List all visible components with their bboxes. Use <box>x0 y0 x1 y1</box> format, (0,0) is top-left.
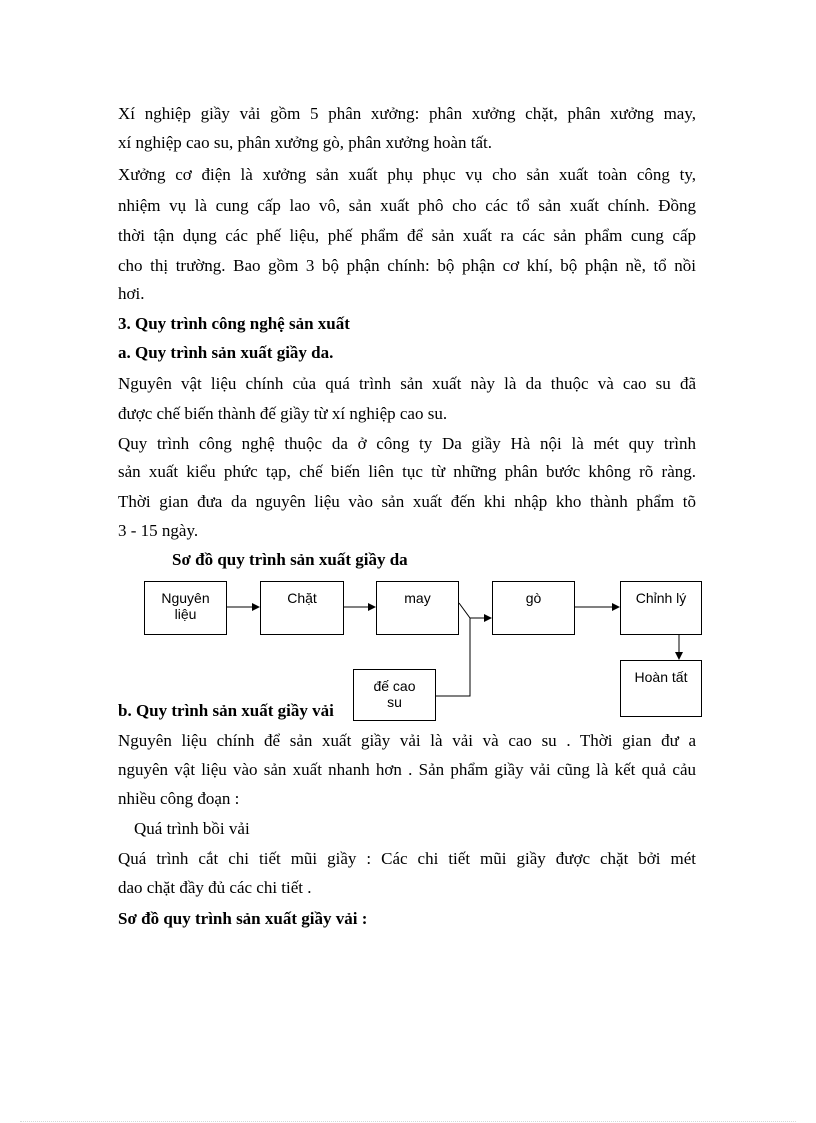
subsection-heading-b: b. Quy trình sản xuất giầy vải <box>118 701 334 720</box>
para5-line2: nguyên vật liệu vào sản xuất nhanh hơn . Sản phẩm giầy vải cũng là kết quả cảu <box>118 760 696 779</box>
node-chat <box>260 581 344 635</box>
node-nguyen-lieu-line2: liệu <box>174 606 197 622</box>
arrow-may-go <box>459 603 491 618</box>
node-de-cao-su <box>353 669 436 721</box>
node-may <box>376 581 459 635</box>
para2-line5: hơi. <box>118 284 145 303</box>
node-hoan-tat <box>620 660 702 717</box>
diagram2-title: Sơ đồ quy trình sản xuất giầy vải : <box>118 909 368 928</box>
para7-line2: dao chặt đầy đủ các chi tiết . <box>118 878 312 897</box>
node-go-label: gò <box>525 590 542 606</box>
node-chat-label: Chặt <box>287 590 317 606</box>
para4-line1: Quy trình công nghệ thuộc da ở công ty Da giầy Hà nội là mét quy trình <box>118 434 696 453</box>
para1-line1: Xí nghiệp giầy vải gồm 5 phân xưởng: phân xưởng chặt, phân xưởng may, <box>118 104 696 123</box>
node-hoan-tat-label: Hoàn tất <box>634 669 688 685</box>
node-chinh-ly-label: Chỉnh lý <box>635 590 687 606</box>
para4-line2: sản xuất kiểu phức tạp, chế biến liên tục từ những phân bước không rõ ràng. <box>118 462 696 481</box>
subsection-heading-a: a. Quy trình sản xuất giầy da. <box>118 343 334 362</box>
para1-line2: xí nghiệp cao su, phân xưởng gò, phân xưởng hoàn tất. <box>118 133 492 152</box>
para2-line2: nhiệm vụ là cung cấp lao vô, sản xuất phô cho các tổ sản xuất chính. Đồng <box>118 196 696 215</box>
node-de-cao-su-line2: su <box>387 694 402 710</box>
section-heading-3: 3. Quy trình công nghệ sản xuất <box>118 314 350 333</box>
node-nguyen-lieu-line1: Nguyên <box>161 590 210 606</box>
para3-line1: Nguyên vật liệu chính của quá trình sản xuất này là da thuộc và cao su đã <box>118 374 696 393</box>
node-may-label: may <box>404 590 431 606</box>
para4-line4: 3 - 15 ngày. <box>118 521 199 540</box>
para5-line1: Nguyên liệu chính để sản xuất giầy vải là vải và cao su . Thời gian đư a <box>118 731 696 750</box>
node-chinh-ly <box>620 581 702 635</box>
para7-line1: Quá trình cắt chi tiết mũi giầy : Các chi tiết mũi giầy được chặt bởi mét <box>118 849 696 868</box>
para2-line4: cho thị trường. Bao gồm 3 bộ phận chính: bộ phận cơ khí, bộ phận nề, tổ nồi <box>118 256 696 275</box>
para2-line1: Xưởng cơ điện là xưởng sản xuất phụ phục vụ cho sản xuất toàn công ty, <box>118 165 696 184</box>
diagram-title: Sơ đồ quy trình sản xuất giầy da <box>172 550 408 569</box>
para3-line2: được chế biến thành đế giầy từ xí nghiệp cao su. <box>118 404 448 423</box>
node-go <box>492 581 575 635</box>
node-nguyen-lieu <box>144 581 227 635</box>
node-de-cao-su-line1: đế cao <box>373 678 416 694</box>
para5-line3: nhiều công đoạn : <box>118 789 240 808</box>
para2-line3: thời tận dụng các phế liệu, phế phẩm để sản xuất ra các sản phẩm cung cấp <box>118 226 696 245</box>
para6: Quá trình bồi vải <box>134 819 250 838</box>
page-bottom-border <box>20 1121 796 1122</box>
para4-line3: Thời gian đưa da nguyên liệu vào sản xuất đến khi nhập kho thành phẩm tõ <box>118 492 696 511</box>
